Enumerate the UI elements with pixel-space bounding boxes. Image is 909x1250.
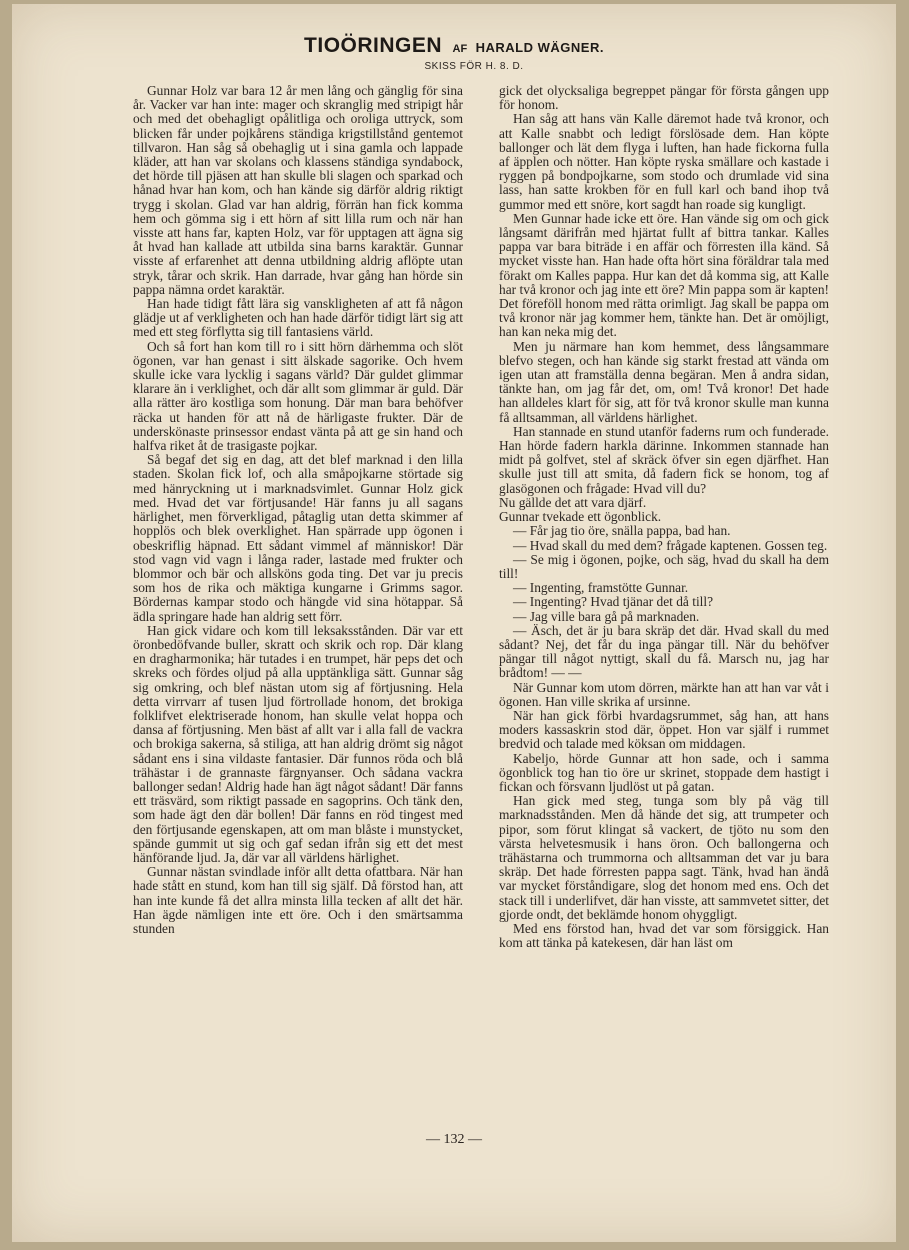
paragraph: Gunnar nästan svindlade inför allt detta ofattbara. När han hade stått en stund, kom han till sig själf. Då förstod han, att han inte kunde få det allra minsta lilla tecken af allt det här. Han ägde nämligen inte ett öre. Och i den smärtsamma stunden (133, 864, 463, 936)
dialogue-line: — Jag ville bara gå på marknaden. (513, 608, 700, 624)
article-author: HARALD WÄGNER. (475, 40, 604, 55)
paragraph: Han gick med steg, tunga som bly på väg till marknadsstånden. Men då hände det sig, att trumpeter och pipor, som förut klingat så vackert, de tjöto nu som den värsta helvetesmusik i hans öron. Och ballongerna och trähästarna och trummorna och alltsamman det var ju bara skräp. Det hade förresten pappa sagt. Tänk, hvad han ändå var mycket förståndigare, slog det honom med ens. Och det stack till i underlifvet, där han visste, att sammvetet sitter, det gjorde ondt, det beklämde honom ohyggligt. (499, 793, 829, 922)
paragraph: Men ju närmare han kom hemmet, dess långsammare blefvo stegen, och han kände sig starkt frestad att vända om igen utan att framställa denna begäran. Men å andra sidan, tänkte han, om jag får det, om, om! Två kronor! Det hade han alldeles klart för sig, att för två kronor skulle man kunna få alltsamman, all världens härlighet. (499, 338, 829, 425)
paragraph: Gunnar tvekade ett ögonblick. (499, 509, 662, 525)
article-header (12, 34, 896, 72)
title-line (12, 34, 896, 58)
magazine-page (12, 4, 896, 1242)
paragraph: Gunnar Holz var bara 12 år men lång och gänglig för sina år. Vacker var han inte: mager och skranglig med stripigt hår och med det obehagligt opålitliga och oroliga uttryck, som blicken får under pojkårens ständiga krigstillstånd gentemot tillvaron. Han såg så obehaglig ut i sina gamla och lappade kläder, att han var skolans och klassens ständiga syndabock, det hörde till pjäsen att han skulle bli slagen och sparkad och hånad hvar han kom, och han kände sig därför aldrig riktigt trygg i skolan. Glad var han aldrig, förrän han fick komma hem och gömma sig i ett hörn af sitt lilla rum och när han visste att hans far, kapten Holz, var för upptagen att ägna sig åt hvad han kallade att utbilda sina barns karaktär. Gunnar visste af erfarenhet att denna utbildning aldrig aflöpte utan stryk, tårar och skrik. Han darrade, hvar gång han hörde sin pappa nämna ordet karaktär. (133, 83, 463, 297)
dialogue-line: — Ingenting? Hvad tjänar det då till? (513, 594, 714, 610)
paragraph: När Gunnar kom utom dörren, märkte han att han var våt i ögonen. Han ville skrika af ursinne. (499, 679, 829, 709)
dialogue-line: — Se mig i ögonen, pojke, och säg, hvad du skall ha dem till! (499, 551, 829, 581)
paragraph: Nu gällde det att vara djärf. (499, 494, 647, 510)
paragraph: Med ens förstod han, hvad det var som försiggick. Han kom att tänka på katekesen, där han läst om (499, 920, 829, 951)
title-af: AF (452, 43, 468, 55)
paragraph: Men Gunnar hade icke ett öre. Han vände sig om och gick långsamt därifrån med hjärtat fullt af bittra tankar. Kalles pappa var bara biträde i en affär och förresten illa känd. Så mycket visste han. Han hade ofta hört sina föräldrar tala med förakt om Kalles pappa. Hur kan det då komma sig, att Kalle har två kronor och jag inte ett öre? Min pappa som är kapten! Det föreföll honom med rätta orimligt. Jag skall be pappa om två kronor när jag kommer hem, tänkte han. Det är omöjligt, han kan neka mig det. (499, 210, 829, 340)
paragraph: Så begaf det sig en dag, att det blef marknad i den lilla staden. Skolan fick lof, och alla småpojkarne störtade sig med hänryckning ut i marknadsvimlet. Gunnar Holz gick med. Hvad det var förtjusande! Här fanns ju all sagans härlighet, men förverkligad, påtaglig utan detta skimmer af hopplös och blek overklighet. Han spärrade upp ögonen i obeskriflig häpnad. Ett sådant vimmel af människor! Där stod vagn vid vagn i långa rader, lastade med frukter och blommor och bär och allsköns goda ting. Det var ju precis som hos de rika och mäktiga kungarne i Grimms sagor. Bördernas kampar stodo och hängde vid sina hötappar. Så ädla springare hade han aldrig sett förr. (133, 452, 463, 624)
paragraph: Han stannade en stund utanför faderns rum och funderade. Han hörde fadern harkla därinne. Inkommen stannade han midt på golfvet, stel af skräck öfver sin egen djärfhet. Han skulle just till att smita, då fadern fick se honom, tog af glasögonen och frågade: Hvad vill du? (499, 423, 829, 496)
dialogue-line: — Hvad skall du med dem? frågade kaptenen. Gossen teg. (513, 537, 828, 553)
paragraph: Han hade tidigt fått lära sig vanskligheten af att få någon glädje ut af verkligheten och han hade därför tidigt lärt sig att med ett steg förflytta sig till fantasiens värld. (133, 296, 463, 340)
dialogue-line: — Äsch, det är ju bara skräp det där. Hvad skall du med sådant? Nej, det får du inga pängar till. När du behöfver pängar till något nyttigt, skall du få. Marsch nu, jag har brådtom! — — (499, 622, 829, 681)
dialogue-line: — Får jag tio öre, snälla pappa, bad han. (513, 523, 731, 539)
paragraph: Kabeljo, hörde Gunnar att hon sade, och i samma ögonblick tog han tio öre ur skrinet, stoppade dem hastigt i fickan och försvann ljudlöst ut på gatan. (499, 750, 829, 794)
article-title: TIOÖRINGEN (304, 34, 443, 57)
paragraph: När han gick förbi hvardagsrummet, såg han, att hans moders kassaskrin stod där, öppet. Hon var själf i rummet bredvid och talade med köksan om middagen. (499, 707, 829, 752)
right-column (499, 84, 829, 950)
paragraph: Han såg att hans vän Kalle däremot hade två kronor, och att Kalle snabbt och ledigt förslösade dem. Han köpte ballonger och lät dem flyga i luften, han hade fickorna fulla af äpplen och nötter. Han köpte ryska smällare och kastade i ryggen på bondpojkarne, som stodo och drumlade vid sina lass, han satte krokben för en full karl och band ihop två gummor med ett snöre, kort sagdt han roade sig kungligt. (499, 111, 829, 212)
dialogue-line: — Ingenting, framstötte Gunnar. (513, 580, 689, 596)
page-number: — 132 — (426, 1132, 482, 1147)
paragraph: Han gick vidare och kom till leksaksstånden. Där var ett öronbedöfvande buller, skratt och skrik och rop. Där klang en dragharmonika; här tutades i en trumpet, här peps det och skreks och fördes oljud på alla upptänkliga sätt. Gunnar såg sig omkring, och blef nästan utom sig af förtjusning. Hela detta virrvarr af tusen ljud förtrollade honom, det brokiga folklifvet elektriserade honom, han skulle velat hoppa och dansa af förtjusning. Men bäst af allt var i alla fall de vackra och brokiga sakerna, så stiliga, att han aldrig drömt sig något sådant ens i sina vildaste fantasier. Där funnos röda och blå trähästar i de grannaste färgnyanser. Och sådana vackra ballonger sedan! Aldrig hade han ägt något sådant! Där fanns ett träsvärd, som riktigt passade en sagoprins. Och tänk den, som hade ägt den där bollen! Där fanns en röd tingest med den förtjusande egenskapen, att om man blåste i munstycket, spände gummit ut sig och gaf sedan ifrån sig ett det mest hänförande ljud. Ja, där var all världens härlighet. (133, 622, 463, 865)
left-column (133, 84, 463, 936)
article-subtitle: SKISS FÖR H. 8. D. (424, 61, 524, 72)
paragraph: gick det olycksaliga begreppet pängar för första gången upp för honom. (499, 83, 829, 113)
paragraph: Och så fort han kom till ro i sitt hörn därhemma och slöt ögonen, var han genast i sitt älskade sagorike. Och hvem skulle icke vara lycklig i sagans värld? Där guldet glimmar klarare än i verklighet, och där allt som glimmar är guld. Där alla rätter äro kostliga som honung. Där man bara behöfver räcka ut handen för att nå de härligaste frukter. Där de underskönaste prinsessor endast vänta på att ge sin hand och halfva riket åt de trasigaste pojkar. (133, 338, 463, 454)
